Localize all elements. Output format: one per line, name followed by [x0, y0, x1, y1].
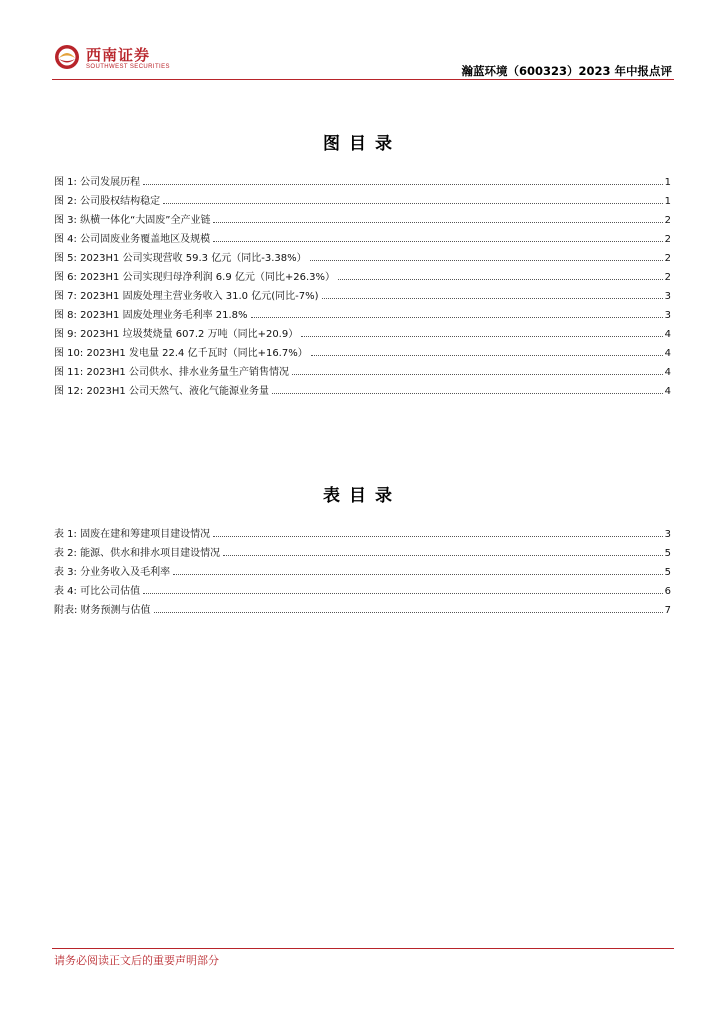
- figure-index-entry[interactable]: [54, 245, 671, 264]
- figure-index-entry-page-number: 4: [664, 329, 671, 340]
- dot-leader: [173, 574, 663, 575]
- table-index-entry[interactable]: [54, 559, 671, 578]
- table-index-entry-label: 表 3: 分业务收入及毛利率: [54, 567, 171, 578]
- figure-index-entry-page-number: 2: [664, 272, 671, 283]
- figure-index-entry-label: 图 10: 2023H1 发电量 22.4 亿千瓦时（同比+16.7%）: [54, 348, 308, 359]
- figure-index-entry-page-number: 4: [664, 348, 671, 359]
- figure-index-entry-label: 图 6: 2023H1 公司实现归母净利润 6.9 亿元（同比+26.3%）: [54, 272, 336, 283]
- dot-leader: [322, 298, 663, 299]
- figure-index-entry[interactable]: [54, 321, 671, 340]
- figure-index-entry-page-number: 2: [664, 253, 671, 264]
- dot-leader: [338, 279, 663, 280]
- dot-leader: [143, 593, 663, 594]
- figure-index-entry[interactable]: [54, 169, 671, 188]
- figure-index-entry-page-number: 1: [664, 177, 671, 188]
- table-index-title: 表目录: [323, 486, 401, 506]
- header-divider: [52, 79, 674, 80]
- figure-index-entry-label: 图 5: 2023H1 公司实现营收 59.3 亿元（同比-3.38%）: [54, 253, 307, 264]
- dot-leader: [154, 612, 663, 613]
- table-index-entry-page-number: 3: [664, 529, 671, 540]
- company-logo: [54, 42, 174, 76]
- figure-index-entry-label: 图 2: 公司股权结构稳定: [54, 196, 161, 207]
- figure-index-entry[interactable]: [54, 264, 671, 283]
- footer-disclaimer: 请务必阅读正文后的重要声明部分: [54, 954, 219, 967]
- dot-leader: [213, 536, 663, 537]
- figure-index-entry-page-number: 2: [664, 234, 671, 245]
- table-index-entry-page-number: 5: [664, 548, 671, 559]
- report-title: 瀚蓝环境（600323）2023 年中报点评: [461, 64, 672, 78]
- table-index-list: [54, 521, 671, 616]
- figure-index-entry-page-number: 1: [664, 196, 671, 207]
- figure-index-entry[interactable]: [54, 188, 671, 207]
- figure-index-entry-page-number: 2: [664, 215, 671, 226]
- logo-english-name: SOUTHWEST SECURITIES: [86, 64, 170, 70]
- table-index-entry-label: 表 1: 固废在建和筹建项目建设情况: [54, 529, 211, 540]
- table-index-entry-page-number: 7: [664, 605, 671, 616]
- table-index-entry-page-number: 5: [664, 567, 671, 578]
- table-index-entry-label: 表 2: 能源、供水和排水项目建设情况: [54, 548, 221, 559]
- dot-leader: [310, 260, 663, 261]
- figure-index-entry-label: 图 8: 2023H1 固废处理业务毛利率 21.8%: [54, 310, 248, 321]
- figure-index-entry-page-number: 4: [664, 367, 671, 378]
- dot-leader: [292, 374, 663, 375]
- table-index-entry[interactable]: [54, 540, 671, 559]
- figure-index-entry-label: 图 9: 2023H1 垃圾焚烧量 607.2 万吨（同比+20.9）: [54, 329, 299, 340]
- figure-index-entry[interactable]: [54, 302, 671, 321]
- figure-index-entry[interactable]: [54, 378, 671, 397]
- dot-leader: [143, 184, 663, 185]
- figure-index-entry[interactable]: [54, 359, 671, 378]
- figure-index-entry-label: 图 11: 2023H1 公司供水、排水业务量生产销售情况: [54, 367, 289, 378]
- dot-leader: [251, 317, 663, 318]
- figure-index-entry-page-number: 3: [664, 291, 671, 302]
- dot-leader: [301, 336, 662, 337]
- figure-index-entry[interactable]: [54, 283, 671, 302]
- table-index-entry[interactable]: [54, 597, 671, 616]
- figure-index-entry-label: 图 1: 公司发展历程: [54, 177, 141, 188]
- figure-index-entry-label: 图 12: 2023H1 公司天然气、液化气能源业务量: [54, 386, 269, 397]
- dot-leader: [272, 393, 663, 394]
- figure-index-entry-page-number: 3: [664, 310, 671, 321]
- figure-index-entry-page-number: 4: [664, 386, 671, 397]
- dot-leader: [223, 555, 663, 556]
- figure-index-entry-label: 图 7: 2023H1 固废处理主营业务收入 31.0 亿元(同比-7%): [54, 291, 319, 302]
- page-header: [0, 0, 724, 82]
- table-index-entry-page-number: 6: [664, 586, 671, 597]
- figure-index-entry[interactable]: [54, 340, 671, 359]
- figure-index-entry-label: 图 4: 公司固废业务覆盖地区及规模: [54, 234, 211, 245]
- dot-leader: [163, 203, 663, 204]
- logo-chinese-name: 西南证券: [86, 46, 151, 64]
- footer-divider: [52, 948, 674, 949]
- dot-leader: [311, 355, 663, 356]
- table-index-entry[interactable]: [54, 521, 671, 540]
- table-index-entry-label: 附表: 财务预测与估值: [54, 605, 151, 616]
- figure-index-title: 图目录: [323, 134, 401, 154]
- dot-leader: [213, 222, 662, 223]
- figure-index-list: [54, 169, 671, 397]
- figure-index-entry[interactable]: [54, 226, 671, 245]
- southwest-securities-logo-icon: [54, 44, 80, 70]
- figure-index-entry[interactable]: [54, 207, 671, 226]
- table-index-entry[interactable]: [54, 578, 671, 597]
- dot-leader: [213, 241, 663, 242]
- figure-index-entry-label: 图 3: 纵横一体化“大固废”全产业链: [54, 215, 211, 226]
- table-index-entry-label: 表 4: 可比公司估值: [54, 586, 141, 597]
